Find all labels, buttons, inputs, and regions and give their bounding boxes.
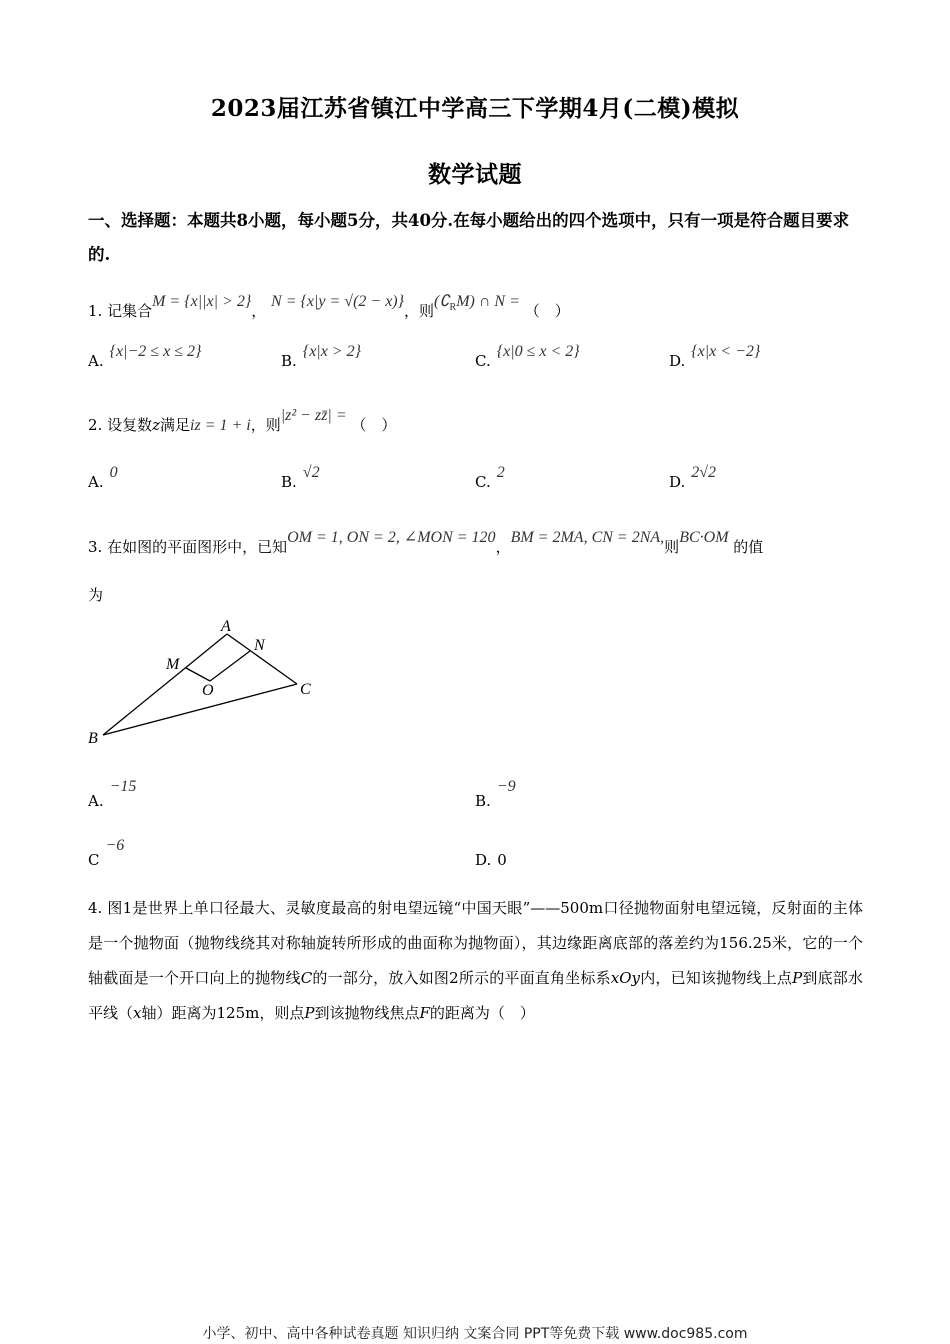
question-2: [88, 407, 397, 435]
q1-sep2: ，则: [404, 302, 435, 320]
q3-sep: ，: [495, 538, 511, 556]
q1-option-c: C.{x|0 ≤ x < 2}: [475, 343, 580, 370]
q2-expression: |z² − zz̄| =: [280, 407, 347, 424]
q1-prefix: 1. 记集合: [88, 302, 153, 320]
q1-set-m: M = {x||x| > 2}: [152, 293, 252, 310]
q3-then: 则: [664, 538, 680, 556]
q3-option-a: A.−15: [88, 778, 137, 810]
q3-condition-1: OM = 1, ON = 2, ∠MON = 120: [287, 529, 496, 546]
segment-bc: [103, 684, 297, 735]
q2-option-b: B.√2: [281, 464, 320, 491]
q2-prefix: 2. 设复数: [88, 416, 153, 434]
q3-tail-line: 为: [88, 586, 104, 604]
exam-title: 2023届江苏省镇江中学高三下学期4月(二模)模拟: [210, 95, 740, 122]
q3-tail: 的值: [733, 538, 764, 556]
q2-option-d: D.2√2: [669, 464, 717, 491]
q2-option-c: C.2: [475, 464, 505, 491]
segment-on: [210, 651, 250, 681]
question-1: [88, 293, 570, 323]
q3-figure: [82, 618, 322, 748]
q2-condition: iz = 1 + i: [190, 417, 251, 434]
label-o: O: [202, 682, 214, 699]
label-b: B: [88, 730, 98, 747]
question-3: [88, 529, 764, 557]
q1-set-n: N = {x|y = √(2 − x)}: [271, 293, 405, 310]
q2-option-a: A.0: [88, 464, 118, 491]
q1-answer-paren: （ ）: [524, 302, 570, 320]
label-a: A: [221, 618, 231, 635]
q1-sep1: ，: [251, 302, 267, 320]
q3-prefix: 3. 在如图的平面图形中，已知: [88, 538, 288, 556]
q3-option-c: C−6: [88, 837, 125, 869]
label-c: C: [300, 681, 311, 698]
label-n: N: [254, 637, 265, 654]
q1-complement: $(∁_RM)$ ∩ N =: [434, 293, 520, 314]
segment-om: [186, 668, 210, 681]
q3-condition-2: BM = 2MA, CN = 2NA,: [510, 529, 665, 546]
q3-option-d: D. 0: [475, 851, 507, 869]
q1-option-d: D.{x|x < −2}: [669, 343, 761, 370]
q3-option-b: B.−9: [475, 778, 516, 810]
exam-subtitle: 数学试题: [428, 161, 522, 188]
q3-expression: BC·OM: [679, 529, 729, 546]
q1-option-a: A.{x|−2 ≤ x ≤ 2}: [88, 343, 202, 370]
q2-var-z: z: [152, 416, 160, 434]
question-4: 4. 图1是世界上单口径最大、灵敏度最高的射电望远镜“中国天眼”——500m口径抛物面射电望远镜，反射面的主体是一个抛物面（抛物线绕其对称轴旋转所形成的曲面称为抛物面），其边缘距离底部的落差约为156.25米，它的一个轴截面是一个开口向上的抛物线C的一部分，放入如图2所示的平面直角坐标系xOy内，已知该抛物线上点P到底部水平线（x轴）距离为125m，则点P到该抛物线焦点F的距离为（ ）: [88, 899, 863, 1022]
q2-answer-paren: （ ）: [351, 416, 397, 434]
label-m: M: [166, 656, 180, 673]
page-footer: 小学、初中、高中各种试卷真题 知识归纳 文案合同 PPT等免费下载 www.doc985.com: [202, 1326, 748, 1342]
section-heading: 一、选择题：本题共8小题，每小题5分，共40分.在每小题给出的四个选项中，只有一项是符合题目要求的.: [88, 211, 850, 264]
q1-option-b: B.{x|x > 2}: [281, 343, 361, 370]
q2-mid: 满足: [160, 416, 191, 434]
q2-then: ，则: [250, 416, 281, 434]
